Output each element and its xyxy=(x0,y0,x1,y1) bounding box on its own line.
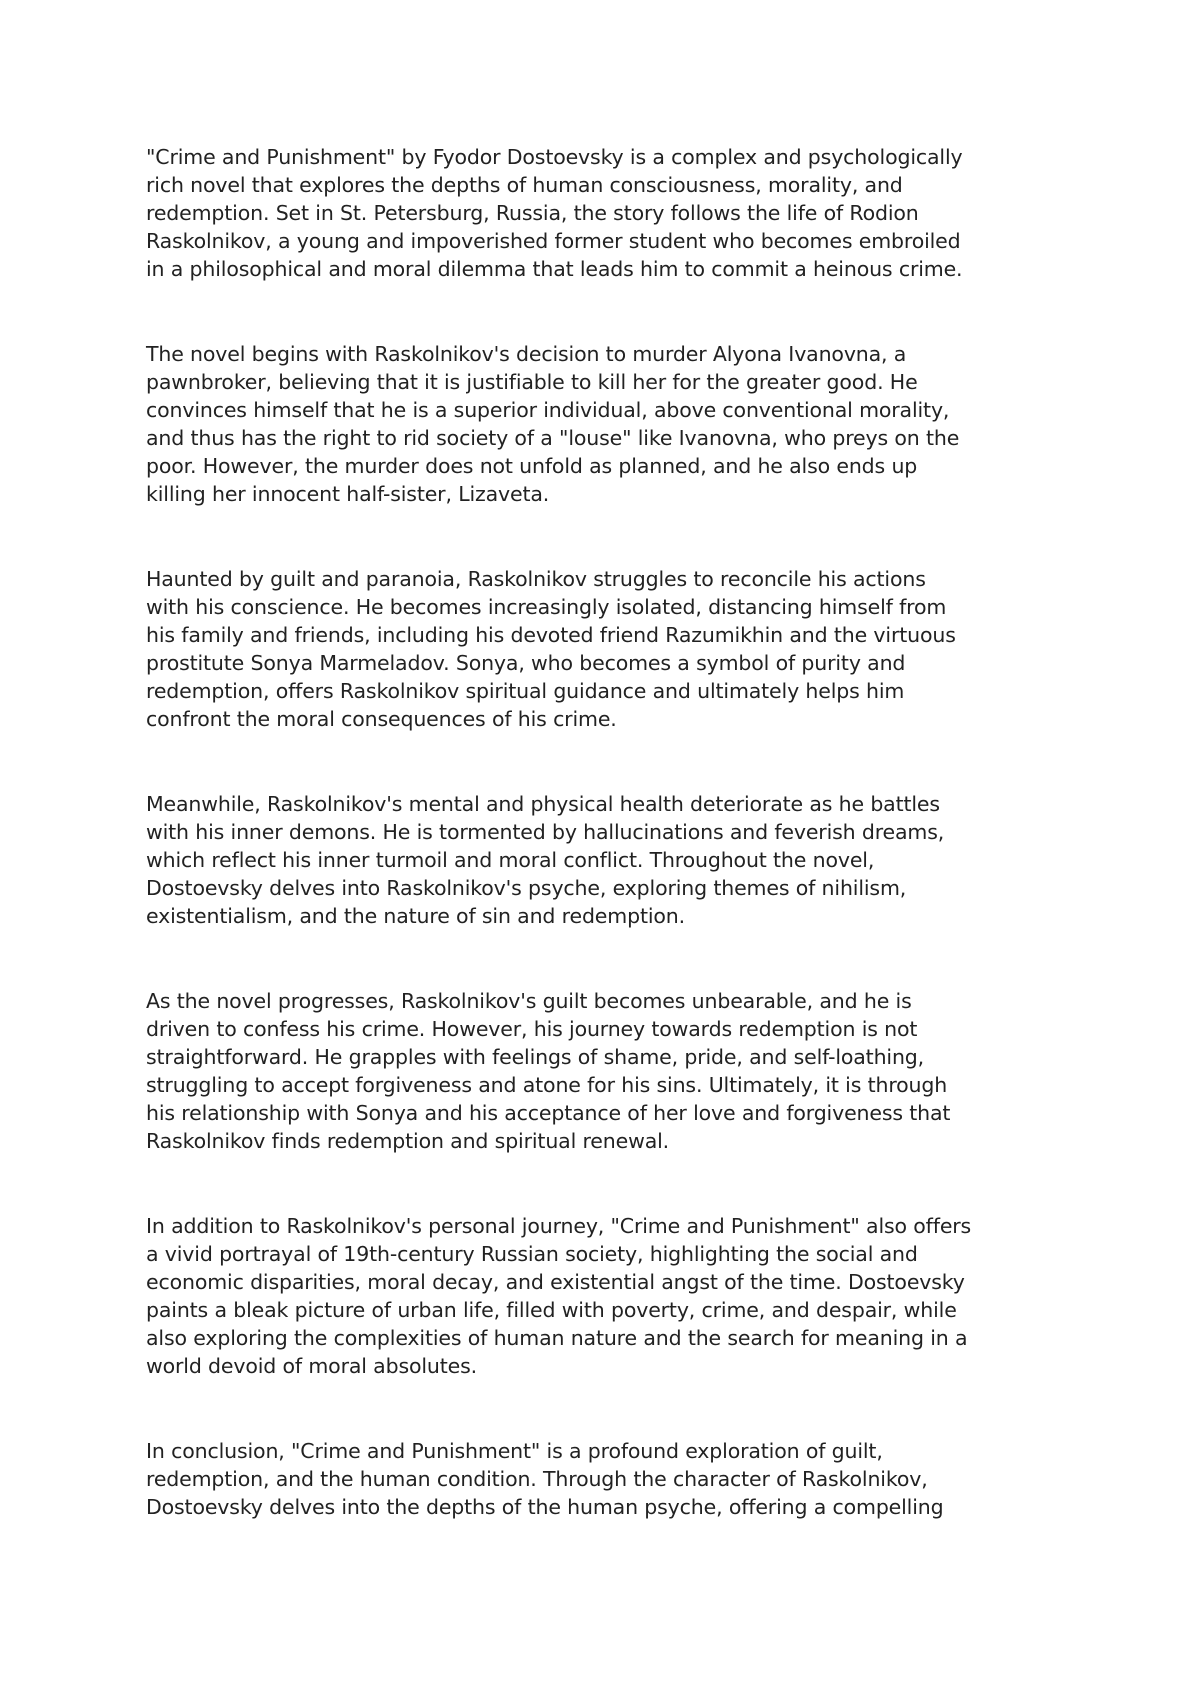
text-line: As the novel progresses, Raskolnikov's guilt becomes unbearable, and he is xyxy=(146,989,912,1013)
text-line: a vivid portrayal of 19th-century Russian society, highlighting the social and xyxy=(146,1242,918,1266)
text-line: convinces himself that he is a superior individual, above conventional morality, xyxy=(146,398,950,422)
text-line: redemption. Set in St. Petersburg, Russia, the story follows the life of Rodion xyxy=(146,201,919,225)
paragraph-6 xyxy=(146,1212,1086,1380)
text-line: his family and friends, including his devoted friend Razumikhin and the virtuous xyxy=(146,623,956,647)
text-line: redemption, and the human condition. Through the character of Raskolnikov, xyxy=(146,1467,928,1491)
paragraph-3 xyxy=(146,565,1086,733)
text-line: world devoid of moral absolutes. xyxy=(146,1354,478,1378)
text-line: The novel begins with Raskolnikov's decision to murder Alyona Ivanovna, a xyxy=(146,342,907,366)
text-line: paints a bleak picture of urban life, filled with poverty, crime, and despair, while xyxy=(146,1298,957,1322)
text-line: In addition to Raskolnikov's personal journey, "Crime and Punishment" also offers xyxy=(146,1214,972,1238)
text-line: Raskolnikov, a young and impoverished former student who becomes embroiled xyxy=(146,229,961,253)
text-line: driven to confess his crime. However, his journey towards redemption is not xyxy=(146,1017,918,1041)
paragraph-1 xyxy=(146,143,1086,283)
text-line: and thus has the right to rid society of a "louse" like Ivanovna, who preys on the xyxy=(146,426,960,450)
text-line: Raskolnikov finds redemption and spiritual renewal. xyxy=(146,1129,670,1153)
text-line: with his conscience. He becomes increasingly isolated, distancing himself from xyxy=(146,595,947,619)
text-line: Dostoevsky delves into Raskolnikov's psyche, exploring themes of nihilism, xyxy=(146,876,907,900)
document-body xyxy=(146,143,1086,1578)
text-line: prostitute Sonya Marmeladov. Sonya, who becomes a symbol of purity and xyxy=(146,651,906,675)
paragraph-5 xyxy=(146,987,1086,1155)
text-line: confront the moral consequences of his crime. xyxy=(146,707,617,731)
text-line: Dostoevsky delves into the depths of the human psyche, offering a compelling xyxy=(146,1495,944,1519)
text-line: struggling to accept forgiveness and atone for his sins. Ultimately, it is through xyxy=(146,1073,948,1097)
text-line: poor. However, the murder does not unfold as planned, and he also ends up xyxy=(146,454,918,478)
text-line: also exploring the complexities of human nature and the search for meaning in a xyxy=(146,1326,968,1350)
text-line: in a philosophical and moral dilemma that leads him to commit a heinous crime. xyxy=(146,257,963,281)
text-line: his relationship with Sonya and his acceptance of her love and forgiveness that xyxy=(146,1101,951,1125)
paragraph-7 xyxy=(146,1437,1086,1521)
paragraph-4 xyxy=(146,790,1086,930)
text-line: "Crime and Punishment" by Fyodor Dostoevsky is a complex and psychologically xyxy=(146,145,963,169)
text-line: killing her innocent half-sister, Lizaveta. xyxy=(146,482,550,506)
text-line: with his inner demons. He is tormented by hallucinations and feverish dreams, xyxy=(146,820,945,844)
text-line: straightforward. He grapples with feelings of shame, pride, and self-loathing, xyxy=(146,1045,925,1069)
text-line: rich novel that explores the depths of human consciousness, morality, and xyxy=(146,173,903,197)
text-line: existentialism, and the nature of sin and redemption. xyxy=(146,904,685,928)
text-line: redemption, offers Raskolnikov spiritual guidance and ultimately helps him xyxy=(146,679,905,703)
text-line: Meanwhile, Raskolnikov's mental and physical health deteriorate as he battles xyxy=(146,792,940,816)
text-line: Haunted by guilt and paranoia, Raskolnikov struggles to reconcile his actions xyxy=(146,567,926,591)
text-line: economic disparities, moral decay, and existential angst of the time. Dostoevsky xyxy=(146,1270,965,1294)
paragraph-2 xyxy=(146,340,1086,508)
text-line: which reflect his inner turmoil and moral conflict. Throughout the novel, xyxy=(146,848,875,872)
text-line: In conclusion, "Crime and Punishment" is a profound exploration of guilt, xyxy=(146,1439,883,1463)
text-line: pawnbroker, believing that it is justifiable to kill her for the greater good. He xyxy=(146,370,918,394)
